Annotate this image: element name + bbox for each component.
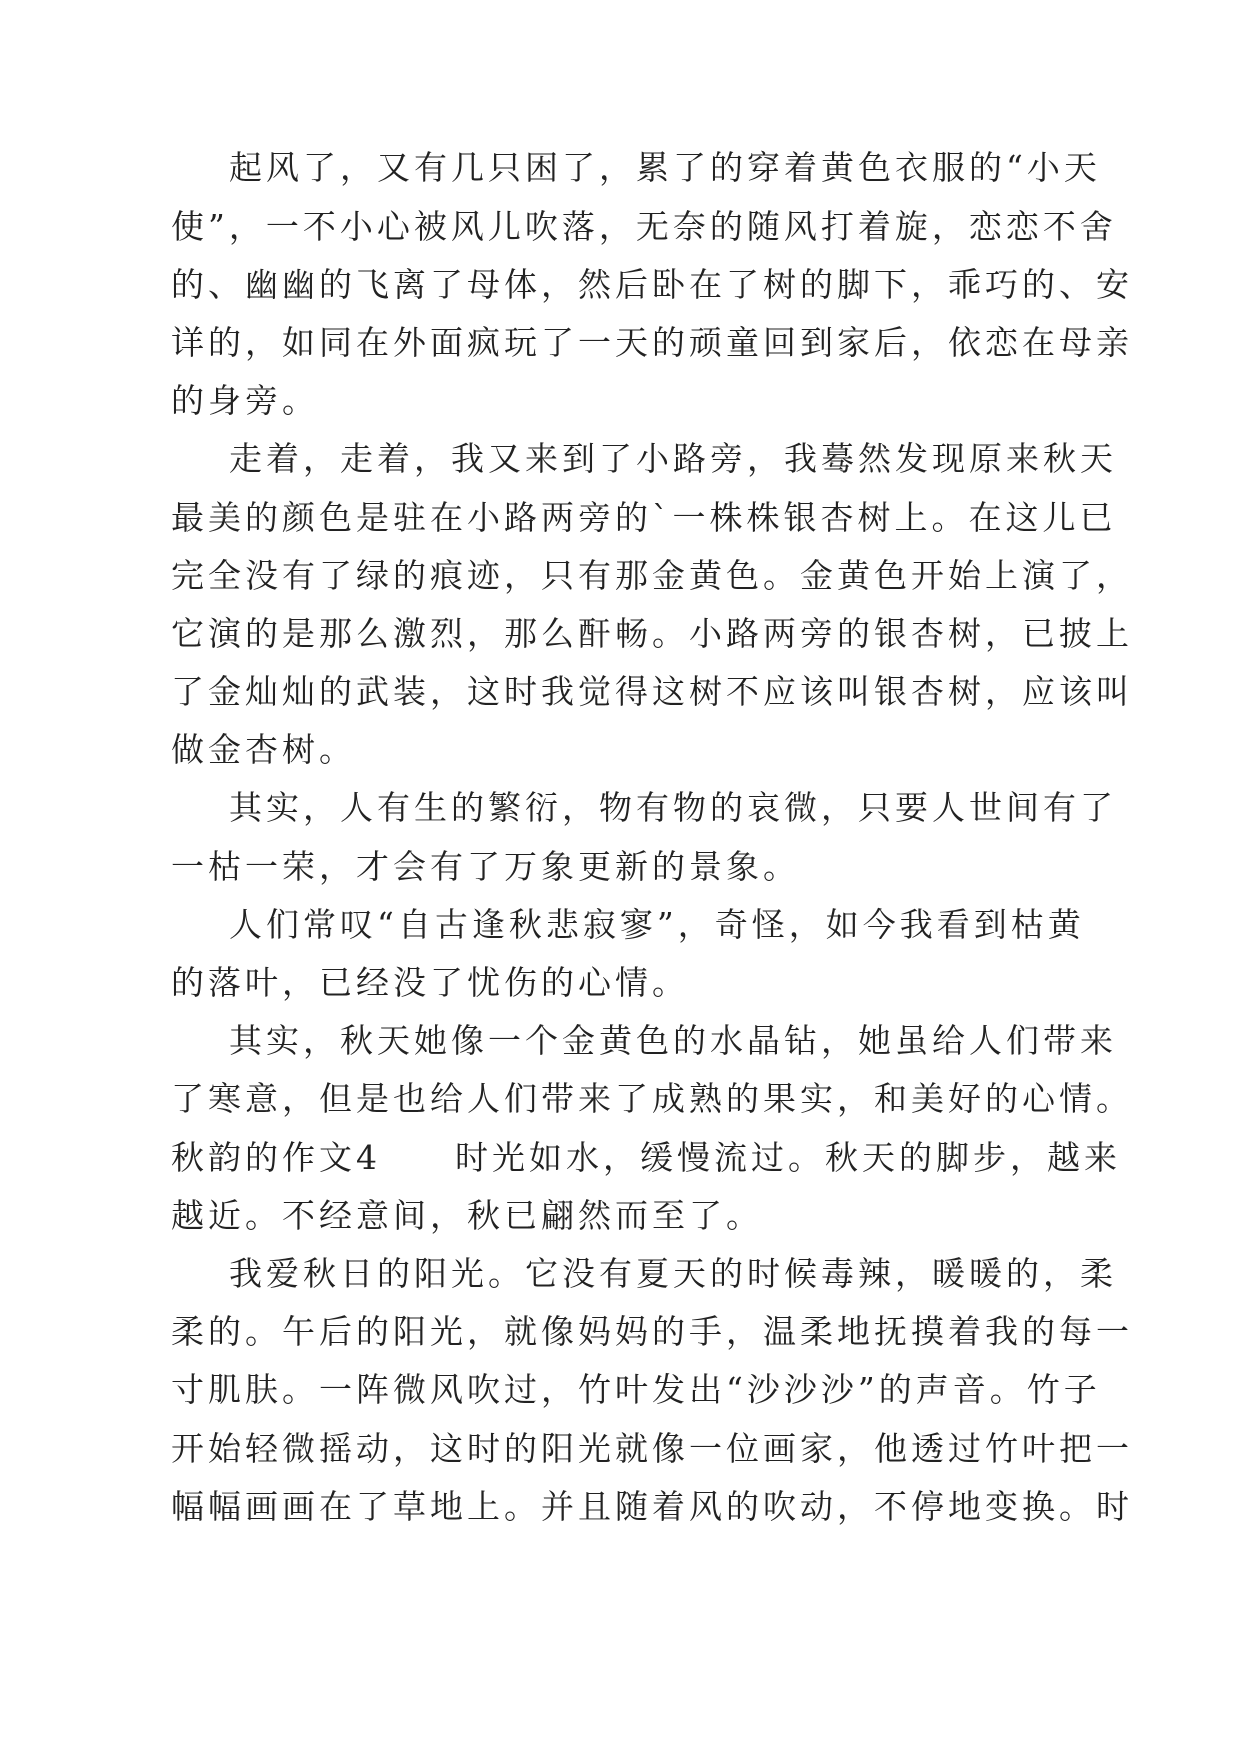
text-line: 了金灿灿的武装，这时我觉得这树不应该叫银杏树，应该叫 [171,672,1133,711]
text-line: 其实，人有生的繁衍，物有物的哀微，只要人世间有了 [229,788,1117,827]
text-line: 完全没有了绿的痕迹，只有那金黄色。金黄色开始上演了， [171,556,1133,595]
text-line: 寸肌肤。一阵微风吹过，竹叶发出“沙沙沙”的声音。竹子 [171,1370,1101,1409]
text-line: 它演的是那么激烈，那么酐畅。小路两旁的银杏树，已披上 [171,614,1133,653]
text-line: 做金杏树。 [171,730,356,769]
text-line: 秋韵的作文4 时光如水，缓慢流过。秋天的脚步，越来 [171,1138,1121,1177]
text-line: 最美的颜色是驻在小路两旁的`一株株银杏树上。在这儿已 [171,498,1117,537]
text-line: 人们常叹“自古逢秋悲寂寥”，奇怪，如今我看到枯黄 [229,905,1085,944]
text-line: 的落叶，已经没了忧伤的心情。 [171,963,689,1002]
text-line: 起风了，又有几只困了，累了的穿着黄色衣服的“小天 [229,148,1101,187]
text-line: 越近。不经意间，秋已翩然而至了。 [171,1196,763,1235]
text-line: 开始轻微摇动，这时的阳光就像一位画家，他透过竹叶把一 [171,1429,1133,1468]
text-line: 一枯一荣，才会有了万象更新的景象。 [171,847,800,886]
text-line: 其实，秋天她像一个金黄色的水晶钻，她虽给人们带来 [229,1021,1117,1060]
text-line: 柔的。午后的阳光，就像妈妈的手，温柔地抚摸着我的每一 [171,1312,1133,1351]
text-line: 幅幅画画在了草地上。并且随着风的吹动，不停地变换。时 [171,1487,1133,1526]
text-line: 详的，如同在外面疯玩了一天的顽童回到家后，依恋在母亲 [171,323,1133,362]
text-line: 的、幽幽的飞离了母体，然后卧在了树的脚下，乖巧的、安 [171,265,1133,304]
text-line: 了寒意，但是也给人们带来了成熟的果实，和美好的心情。 [171,1079,1133,1118]
text-line: 走着，走着，我又来到了小路旁，我蓦然发现原来秋天 [229,439,1117,478]
text-line: 使”，一不小心被风儿吹落，无奈的随风打着旋，恋恋不舍 [171,207,1117,246]
text-line: 的身旁。 [171,381,319,420]
text-line: 我爱秋日的阳光。它没有夏天的时候毒辣，暖暖的，柔 [229,1254,1117,1293]
